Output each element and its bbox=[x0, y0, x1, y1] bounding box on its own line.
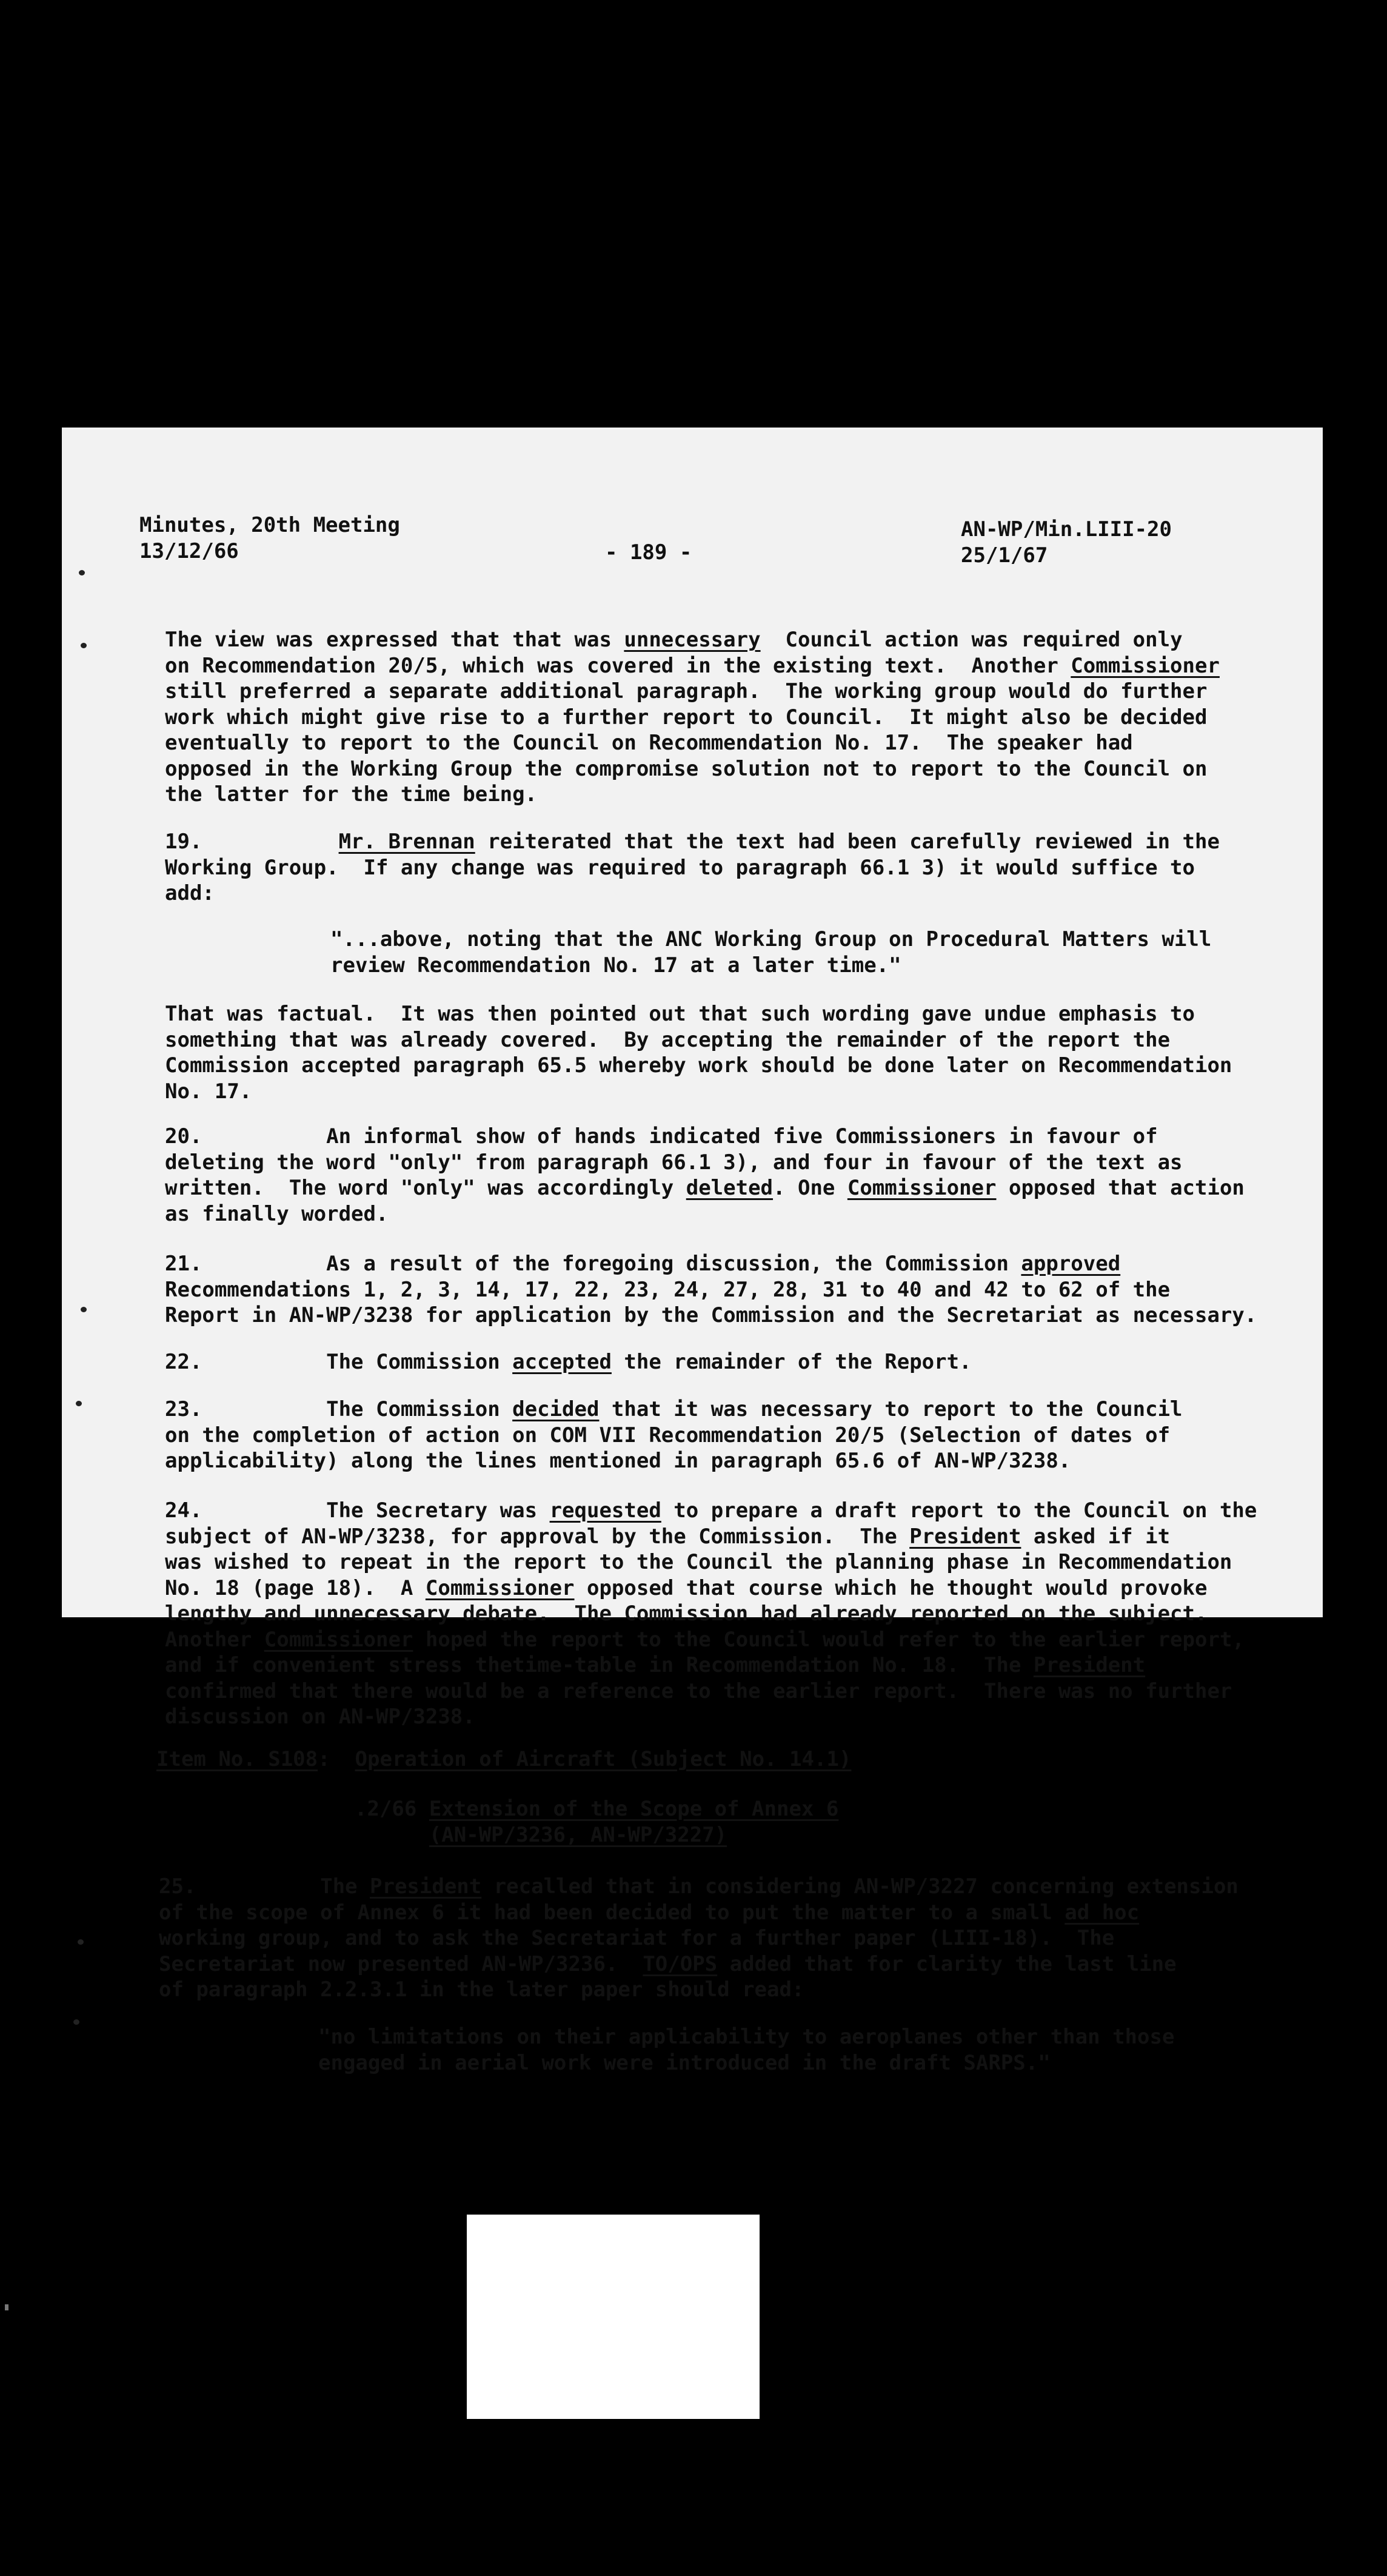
paragraph-22-number: 22. bbox=[165, 1350, 202, 1374]
paragraph-20: An informal show of hands indicated five Commissioners in favour of deleting the word "only" from paragraph 66.1 3), and four in favour of the text as written. The word "only" was accordingly deleted. One Commissioner opposed that action as finally worded. bbox=[165, 1124, 1245, 1226]
paragraph-25-quote: "no limitations on their applicability to aeroplanes other than those engaged in aerial work were introduced in the draft SARPS." bbox=[318, 2025, 1175, 2075]
document-reference: AN-WP/Min.LIII-20 bbox=[961, 517, 1172, 542]
paragraph-25: The President recalled that in considering AN-WP/3227 concerning extension of the scope of Annex 6 it had been decided to put the matter to a small ad hoc working group, and to ask the Secretariat for a further paper (LIII-18). The Secretariat now presented AN-WP/3236. TO/OPS added that for clarity the last line of paragraph 2.2.3.1 in the later paper should read: bbox=[159, 1874, 1238, 2002]
paragraph-23-number: 23. bbox=[165, 1397, 202, 1421]
header-right bbox=[961, 517, 1172, 569]
paragraph-19-number: 19. bbox=[165, 830, 202, 854]
document-date: 25/1/67 bbox=[961, 543, 1048, 568]
scan-mark bbox=[5, 2304, 8, 2310]
paragraph-19-follow: That was factual. It was then pointed out that such wording gave undue emphasis to something that was already covered. By accepting the remainder of the report the Commission accepted paragraph 65.5 whereby work should be done later on Recommendation No. 17. bbox=[165, 1002, 1232, 1104]
margin-dot bbox=[78, 1939, 84, 1945]
blank-card bbox=[467, 2215, 760, 2419]
paragraph-20-number: 20. bbox=[165, 1124, 202, 1149]
item-heading: Item No. S108: Operation of Aircraft (Subject No. 14.1) bbox=[156, 1747, 852, 1771]
paragraph-19: Mr. Brennan reiterated that the text had been carefully reviewed in the Working Group. If any change was required to paragraph 66.1 3) it would suffice to add: bbox=[165, 830, 1220, 905]
intro-paragraph: The view was expressed that that was unnecessary Council action was required only on Recommendation 20/5, which was covered in the existing text. Another Commissioner still preferred a separate additional paragraph. The working group would do further work which might give rise to a further report to Council. It might also be decided eventually to report to the Council on Recommendation No. 17. The speaker had opposed in the Working Group the compromise solution not to report to the Council on the latter for the time being. bbox=[165, 628, 1220, 807]
paragraph-22: The Commission accepted the remainder of the Report. bbox=[326, 1350, 972, 1374]
paragraph-23: The Commission decided that it was necessary to report to the Council on the completion of action on COM VII Recommendation 20/5 (Selection of dates of applicability) along the lines mentioned in paragraph 65.6 of AN-WP/3238. bbox=[165, 1397, 1183, 1473]
meeting-title: Minutes, 20th Meeting bbox=[139, 513, 400, 537]
meeting-date: 13/12/66 bbox=[139, 539, 239, 563]
margin-dot bbox=[73, 2019, 79, 2025]
paragraph-24-number: 24. bbox=[165, 1498, 202, 1523]
paragraph-24: The Secretary was requested to prepare a draft report to the Council on the subject of AN-WP/3238, for approval by the Commission. The President asked if it was wished to repeat in the report to the Council the planning phase in Recommendation No. 18 (page 18). A Commissioner opposed that course which he thought would provoke lengthy and unnecessary debate. The Commission had already reported on the subject. Another Commissioner hoped the report to the Council would refer to the earlier report, and if convenient stress thetime-table in Recommendation No. 18. The President confirmed that there would be a reference to the earlier report. There was no further discussion on AN-WP/3238. bbox=[165, 1498, 1257, 1729]
paragraph-21-number: 21. bbox=[165, 1252, 202, 1276]
paragraph-25-number: 25. bbox=[159, 1874, 196, 1899]
paragraph-21: As a result of the foregoing discussion, the Commission approved Recommendations 1, 2, 3, 14, 17, 22, 23, 24, 27, 28, 31 to 40 and 42 to 62 of the Report in AN-WP/3238 for application by the Commission and the Secretariat as necessary. bbox=[165, 1252, 1257, 1327]
margin-dot bbox=[76, 1401, 82, 1406]
header-left bbox=[139, 512, 400, 565]
page-number: - 189 - bbox=[605, 540, 692, 565]
paragraph-19-quote: "...above, noting that the ANC Working Group on Procedural Matters will review Recommendation No. 17 at a later time." bbox=[330, 927, 1212, 978]
margin-dot bbox=[79, 570, 85, 575]
item-subheading: .2/66 Extension of the Scope of Annex 6 (AN-WP/3236, AN-WP/3227) bbox=[355, 1797, 839, 1847]
margin-dot bbox=[81, 643, 87, 648]
margin-dot bbox=[81, 1307, 87, 1312]
